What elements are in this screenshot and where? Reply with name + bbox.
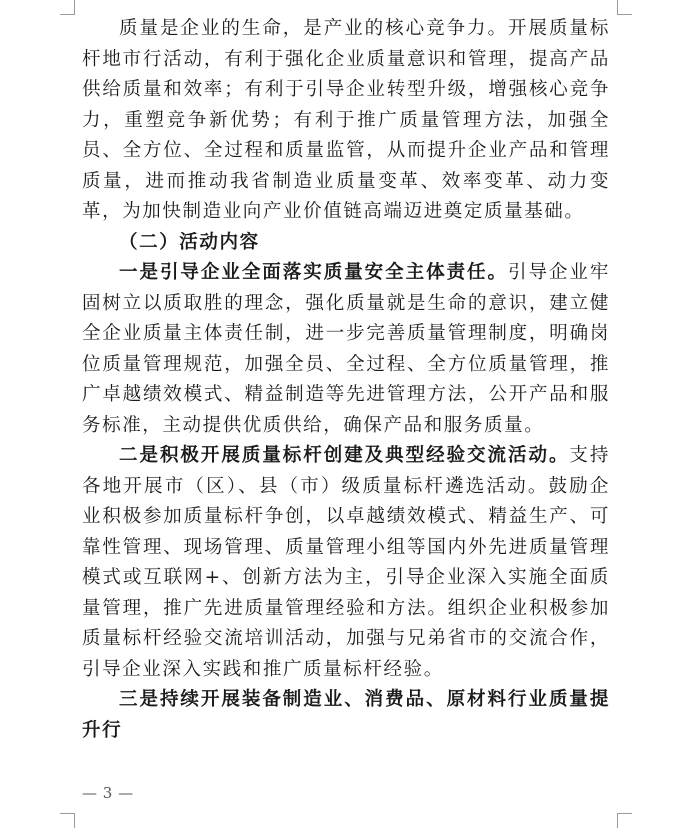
intro-paragraph-text: 质量是企业的生命，是产业的核心竞争力。开展质量标杆地市行活动，有利于强化企业质量意识和管理，提高产品供给质量和效率；有利于引导企业转型升级，增强核心竞争力，重塑竞争新优势；有利于推广质量管理方法，加强全员、全方位、全过程和质量监管，从而提升企业产品和管理质量，进而推动我省制造业质量变革、效率变革、动力变革，为加快制造业向产业价值链高端迈进奠定质量基础。 (82, 18, 610, 222)
activity-item-3 (82, 685, 610, 746)
activity-item-1-text: 引导企业牢固树立以质取胜的理念，强化质量就是生命的意识，建立健全企业质量主体责任制，进一步完善质量管理制度，明确岗位质量管理规范，加强全员、全过程、全方位质量管理，推广卓越绩效模式、精益制造等先进管理方法，公开产品和服务标准，主动提供优质供给，确保产品和服务质量。 (82, 262, 610, 436)
activity-item-2-text: 支持各地开展市（区）、县（市）级质量标杆遴选活动。鼓励企业积极参加质量标杆争创，以卓越绩效模式、精益生产、可靠性管理、现场管理、质量管理小组等国内外先进质量管理模式或互联网+、创新方法为主，引导企业深入实施全面质量管理，推广先进质量管理经验和方法。组织企业积极参加质量标杆经验交流培训活动，加强与兄弟省市的交流合作，引导企业深入实践和推广质量标杆经验。 (82, 445, 610, 680)
crop-mark-top-right (617, 0, 632, 15)
intro-paragraph (82, 14, 610, 228)
activity-item-3-lead: 三是持续开展装备制造业、消费品、原材料行业质量提升行 (82, 689, 610, 741)
page-number: — 3 — (82, 784, 134, 802)
activity-item-1-lead: 一是引导企业全面落实质量安全主体责任。 (119, 262, 508, 283)
crop-mark-bottom-right (617, 813, 632, 828)
crop-mark-top-left (60, 0, 75, 15)
activity-item-2 (82, 441, 610, 685)
section-heading: （二）活动内容 (119, 231, 260, 253)
crop-mark-bottom-left (60, 813, 75, 828)
document-body (82, 14, 610, 746)
activity-item-1 (82, 258, 610, 441)
activity-item-2-lead: 二是积极开展质量标杆创建及典型经验交流活动。 (119, 445, 570, 466)
